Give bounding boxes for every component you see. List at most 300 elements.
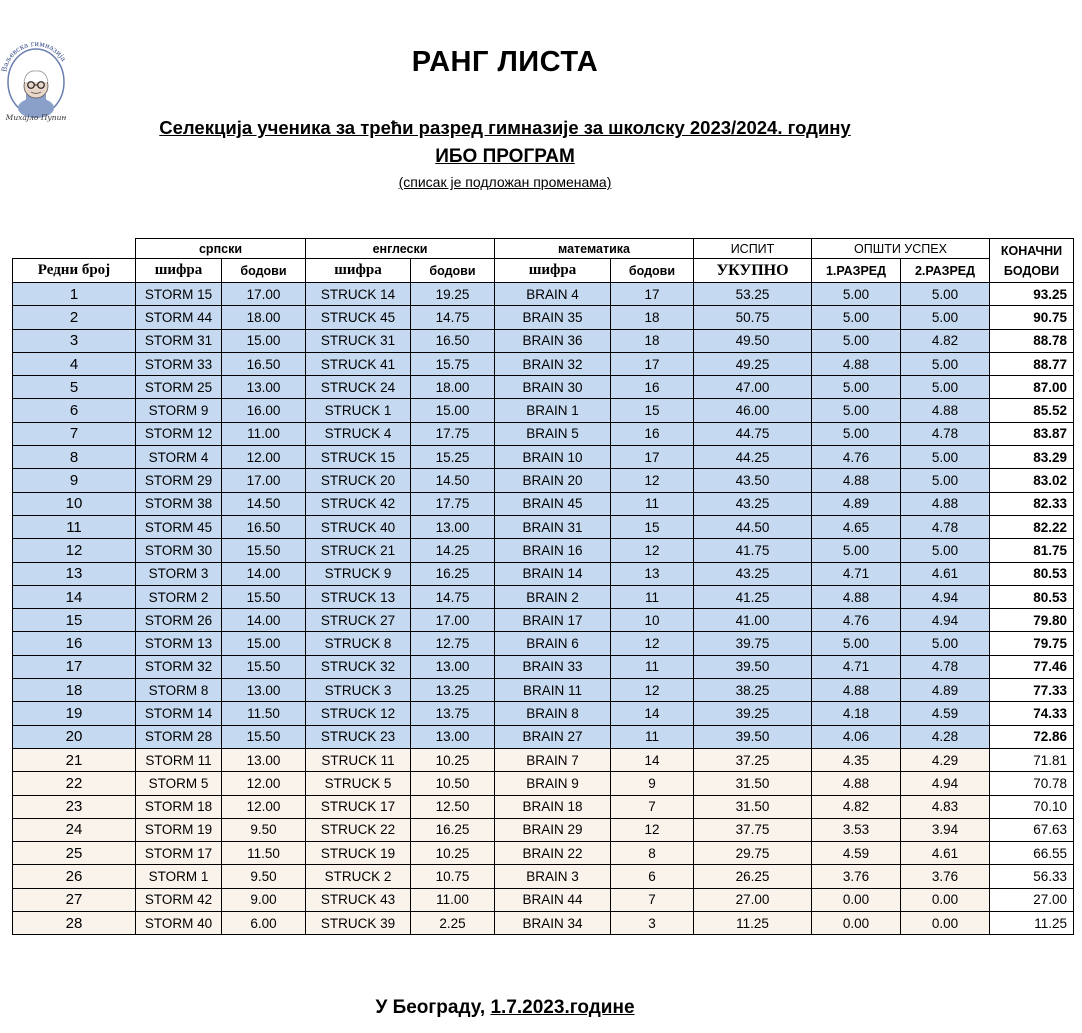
cell-serbian-points: 9.50 [222,865,306,888]
cell-math-code: BRAIN 11 [495,679,611,702]
cell-serbian-code: STORM 13 [136,632,222,655]
cell-serbian-points: 12.00 [222,446,306,469]
table-row [13,655,1074,678]
cell-rank-no: 26 [13,865,136,888]
cell-english-points: 12.75 [411,632,495,655]
cell-grade2-avg: 4.61 [901,842,990,865]
cell-serbian-points: 17.00 [222,469,306,492]
cell-math-points: 11 [611,725,694,748]
cell-grade2-avg: 4.28 [901,725,990,748]
cell-serbian-code: STORM 38 [136,492,222,515]
cell-serbian-code: STORM 40 [136,912,222,935]
cell-exam-total: 53.25 [694,283,812,306]
cell-english-points: 13.25 [411,679,495,702]
cell-english-points: 15.00 [411,399,495,422]
cell-math-points: 7 [611,795,694,818]
cell-serbian-points: 11.50 [222,702,306,725]
cell-serbian-points: 12.00 [222,795,306,818]
cell-final: 77.46 [990,655,1074,678]
cell-serbian-code: STORM 18 [136,795,222,818]
cell-rank-no: 4 [13,352,136,375]
col-math-points: бодови [611,259,694,283]
column-header-row [13,259,1074,283]
cell-english-points: 12.50 [411,795,495,818]
cell-math-code: BRAIN 7 [495,748,611,771]
cell-exam-total: 41.00 [694,609,812,632]
cell-math-points: 12 [611,818,694,841]
cell-grade1-avg: 4.82 [812,795,901,818]
cell-english-code: STRUCK 41 [306,352,411,375]
cell-rank-no: 18 [13,679,136,702]
cell-rank-no: 13 [13,562,136,585]
cell-final: 27.00 [990,888,1074,911]
cell-serbian-points: 9.00 [222,888,306,911]
cell-grade1-avg: 4.35 [812,748,901,771]
cell-grade2-avg: 5.00 [901,469,990,492]
cell-english-code: STRUCK 17 [306,795,411,818]
cell-serbian-points: 15.00 [222,329,306,352]
cell-grade2-avg: 5.00 [901,376,990,399]
cell-rank-no: 24 [13,818,136,841]
cell-english-code: STRUCK 11 [306,748,411,771]
cell-math-code: BRAIN 1 [495,399,611,422]
cell-exam-total: 44.50 [694,515,812,538]
cell-grade1-avg: 4.88 [812,352,901,375]
table-row [13,842,1074,865]
cell-english-code: STRUCK 3 [306,679,411,702]
cell-serbian-points: 9.50 [222,818,306,841]
table-row [13,446,1074,469]
cell-grade2-avg: 5.00 [901,539,990,562]
cell-english-points: 17.00 [411,609,495,632]
cell-math-code: BRAIN 22 [495,842,611,865]
cell-exam-total: 50.75 [694,306,812,329]
col-serbian-code: шифра [136,259,222,283]
cell-serbian-code: STORM 5 [136,772,222,795]
table-row [13,399,1074,422]
cell-serbian-code: STORM 33 [136,352,222,375]
cell-exam-total: 49.25 [694,352,812,375]
cell-grade2-avg: 4.78 [901,422,990,445]
col-exam-total: УКУПНО [694,259,812,283]
page-subtitle: Селекција ученика за трећи разред гимназије за школску 2023/2024. годину [159,117,851,138]
group-general-success: ОПШТИ УСПЕХ [812,239,990,259]
cell-math-code: BRAIN 45 [495,492,611,515]
cell-math-code: BRAIN 33 [495,655,611,678]
cell-serbian-code: STORM 1 [136,865,222,888]
cell-exam-total: 29.75 [694,842,812,865]
cell-math-points: 11 [611,655,694,678]
cell-grade1-avg: 5.00 [812,283,901,306]
cell-grade2-avg: 4.78 [901,515,990,538]
table-row [13,492,1074,515]
table-row [13,818,1074,841]
cell-grade1-avg: 4.89 [812,492,901,515]
cell-english-code: STRUCK 12 [306,702,411,725]
cell-rank-no: 10 [13,492,136,515]
cell-rank-no: 27 [13,888,136,911]
cell-math-points: 18 [611,306,694,329]
ranking-table [12,238,1074,935]
cell-english-code: STRUCK 21 [306,539,411,562]
cell-serbian-points: 14.00 [222,609,306,632]
cell-final: 93.25 [990,283,1074,306]
cell-english-points: 16.25 [411,562,495,585]
cell-final: 77.33 [990,679,1074,702]
cell-grade1-avg: 4.71 [812,655,901,678]
col-grade1: 1.РАЗРЕД [812,259,901,283]
cell-english-code: STRUCK 22 [306,818,411,841]
cell-english-code: STRUCK 4 [306,422,411,445]
cell-grade1-avg: 5.00 [812,422,901,445]
cell-serbian-code: STORM 29 [136,469,222,492]
cell-serbian-code: STORM 14 [136,702,222,725]
cell-math-points: 15 [611,399,694,422]
cell-final: 88.78 [990,329,1074,352]
cell-math-code: BRAIN 5 [495,422,611,445]
group-serbian: српски [136,239,306,259]
cell-grade2-avg: 5.00 [901,283,990,306]
cell-math-points: 12 [611,469,694,492]
cell-serbian-points: 15.50 [222,725,306,748]
cell-math-points: 6 [611,865,694,888]
cell-rank-no: 7 [13,422,136,445]
cell-math-points: 16 [611,422,694,445]
program-name: ИБО ПРОГРАМ [435,146,575,167]
cell-final: 82.22 [990,515,1074,538]
cell-math-code: BRAIN 9 [495,772,611,795]
cell-final: 71.81 [990,748,1074,771]
cell-grade2-avg: 4.88 [901,399,990,422]
cell-serbian-code: STORM 25 [136,376,222,399]
final-points-header [990,239,1074,283]
cell-serbian-points: 15.00 [222,632,306,655]
cell-english-code: STRUCK 31 [306,329,411,352]
cell-serbian-code: STORM 3 [136,562,222,585]
cell-exam-total: 39.50 [694,655,812,678]
cell-grade2-avg: 4.59 [901,702,990,725]
table-row [13,422,1074,445]
cell-grade1-avg: 4.71 [812,562,901,585]
table-row [13,585,1074,608]
cell-serbian-points: 16.00 [222,399,306,422]
group-english: енглески [306,239,495,259]
cell-grade1-avg: 4.88 [812,585,901,608]
cell-grade2-avg: 5.00 [901,306,990,329]
cell-math-code: BRAIN 8 [495,702,611,725]
cell-math-code: BRAIN 3 [495,865,611,888]
cell-english-code: STRUCK 43 [306,888,411,911]
col-rank: Редни број [13,259,136,283]
cell-english-points: 11.00 [411,888,495,911]
cell-english-code: STRUCK 20 [306,469,411,492]
cell-math-code: BRAIN 17 [495,609,611,632]
cell-final: 70.10 [990,795,1074,818]
cell-final: 83.87 [990,422,1074,445]
cell-serbian-points: 13.00 [222,679,306,702]
cell-math-points: 12 [611,679,694,702]
cell-math-points: 16 [611,376,694,399]
cell-math-code: BRAIN 16 [495,539,611,562]
table-row [13,515,1074,538]
logo-arc-text: Ваљевска гимназија [0,39,68,73]
col-grade2: 2.РАЗРЕД [901,259,990,283]
footer-prefix: У Београду, [375,997,491,1018]
cell-math-code: BRAIN 36 [495,329,611,352]
cell-serbian-points: 17.00 [222,283,306,306]
cell-math-code: BRAIN 32 [495,352,611,375]
cell-math-code: BRAIN 27 [495,725,611,748]
cell-grade1-avg: 5.00 [812,539,901,562]
table-row [13,795,1074,818]
cell-math-points: 11 [611,585,694,608]
table-row [13,376,1074,399]
cell-grade2-avg: 4.94 [901,585,990,608]
cell-english-code: STRUCK 14 [306,283,411,306]
cell-math-code: BRAIN 14 [495,562,611,585]
cell-english-code: STRUCK 9 [306,562,411,585]
cell-exam-total: 39.25 [694,702,812,725]
cell-serbian-code: STORM 30 [136,539,222,562]
cell-math-points: 11 [611,492,694,515]
col-english-code: шифра [306,259,411,283]
cell-english-points: 15.25 [411,446,495,469]
cell-exam-total: 46.00 [694,399,812,422]
cell-english-code: STRUCK 23 [306,725,411,748]
cell-rank-no: 5 [13,376,136,399]
cell-math-points: 17 [611,283,694,306]
col-serbian-points: бодови [222,259,306,283]
cell-exam-total: 43.25 [694,492,812,515]
cell-english-points: 14.75 [411,306,495,329]
cell-final: 67.63 [990,818,1074,841]
cell-grade1-avg: 5.00 [812,632,901,655]
cell-serbian-points: 11.00 [222,422,306,445]
table-row [13,562,1074,585]
cell-serbian-code: STORM 45 [136,515,222,538]
cell-grade2-avg: 4.89 [901,679,990,702]
cell-grade1-avg: 5.00 [812,306,901,329]
cell-english-points: 17.75 [411,492,495,515]
cell-serbian-code: STORM 9 [136,399,222,422]
table-row [13,539,1074,562]
cell-grade2-avg: 4.61 [901,562,990,585]
cell-serbian-points: 6.00 [222,912,306,935]
cell-grade1-avg: 0.00 [812,912,901,935]
cell-math-points: 9 [611,772,694,795]
header-empty-cell [13,239,136,259]
cell-grade2-avg: 5.00 [901,632,990,655]
cell-english-points: 2.25 [411,912,495,935]
cell-english-code: STRUCK 8 [306,632,411,655]
cell-math-code: BRAIN 18 [495,795,611,818]
cell-math-code: BRAIN 2 [495,585,611,608]
table-row [13,865,1074,888]
cell-rank-no: 28 [13,912,136,935]
cell-rank-no: 9 [13,469,136,492]
cell-exam-total: 37.75 [694,818,812,841]
cell-english-code: STRUCK 5 [306,772,411,795]
cell-english-points: 10.50 [411,772,495,795]
cell-english-points: 13.00 [411,725,495,748]
cell-final: 85.52 [990,399,1074,422]
cell-serbian-code: STORM 11 [136,748,222,771]
cell-exam-total: 43.25 [694,562,812,585]
cell-english-points: 14.75 [411,585,495,608]
cell-serbian-code: STORM 42 [136,888,222,911]
cell-exam-total: 44.75 [694,422,812,445]
cell-serbian-code: STORM 31 [136,329,222,352]
disclaimer-note: (списак је подложан променама) [398,174,612,190]
cell-serbian-points: 16.50 [222,352,306,375]
cell-exam-total: 31.50 [694,795,812,818]
table-row [13,352,1074,375]
cell-final: 80.53 [990,585,1074,608]
cell-rank-no: 6 [13,399,136,422]
cell-english-code: STRUCK 45 [306,306,411,329]
cell-serbian-points: 15.50 [222,655,306,678]
table-row [13,632,1074,655]
cell-english-code: STRUCK 19 [306,842,411,865]
cell-math-code: BRAIN 31 [495,515,611,538]
cell-math-code: BRAIN 35 [495,306,611,329]
cell-serbian-points: 11.50 [222,842,306,865]
cell-exam-total: 31.50 [694,772,812,795]
page-title: РАНГ ЛИСТА [411,46,599,78]
cell-serbian-code: STORM 26 [136,609,222,632]
cell-english-points: 10.75 [411,865,495,888]
cell-exam-total: 44.25 [694,446,812,469]
cell-final: 66.55 [990,842,1074,865]
cell-final: 87.00 [990,376,1074,399]
cell-rank-no: 2 [13,306,136,329]
group-math: математика [495,239,694,259]
cell-exam-total: 49.50 [694,329,812,352]
cell-final: 90.75 [990,306,1074,329]
cell-english-points: 18.00 [411,376,495,399]
cell-grade1-avg: 5.00 [812,399,901,422]
cell-serbian-points: 14.00 [222,562,306,585]
cell-grade2-avg: 4.94 [901,772,990,795]
cell-math-code: BRAIN 34 [495,912,611,935]
cell-grade1-avg: 4.88 [812,679,901,702]
table-row [13,283,1074,306]
cell-serbian-points: 14.50 [222,492,306,515]
cell-rank-no: 17 [13,655,136,678]
cell-rank-no: 15 [13,609,136,632]
table-row [13,888,1074,911]
cell-serbian-code: STORM 44 [136,306,222,329]
cell-exam-total: 39.50 [694,725,812,748]
cell-serbian-points: 15.50 [222,585,306,608]
group-exam: ИСПИТ [694,239,812,259]
cell-grade1-avg: 0.00 [812,888,901,911]
cell-math-points: 17 [611,352,694,375]
table-row [13,748,1074,771]
cell-rank-no: 20 [13,725,136,748]
cell-final: 80.53 [990,562,1074,585]
cell-exam-total: 38.25 [694,679,812,702]
cell-english-points: 14.25 [411,539,495,562]
cell-rank-no: 1 [13,283,136,306]
cell-english-points: 16.25 [411,818,495,841]
cell-grade1-avg: 4.76 [812,446,901,469]
cell-english-code: STRUCK 15 [306,446,411,469]
final-header-line2: БОДОВИ [1003,263,1060,278]
cell-final: 79.80 [990,609,1074,632]
cell-final: 83.02 [990,469,1074,492]
cell-english-points: 13.00 [411,655,495,678]
cell-exam-total: 41.75 [694,539,812,562]
cell-english-points: 10.25 [411,748,495,771]
cell-rank-no: 16 [13,632,136,655]
cell-rank-no: 21 [13,748,136,771]
cell-final: 72.86 [990,725,1074,748]
cell-serbian-points: 13.00 [222,748,306,771]
cell-serbian-code: STORM 17 [136,842,222,865]
cell-grade2-avg: 3.94 [901,818,990,841]
cell-english-code: STRUCK 42 [306,492,411,515]
cell-english-code: STRUCK 27 [306,609,411,632]
cell-math-code: BRAIN 44 [495,888,611,911]
cell-grade2-avg: 4.78 [901,655,990,678]
cell-exam-total: 41.25 [694,585,812,608]
cell-math-code: BRAIN 30 [495,376,611,399]
cell-grade1-avg: 4.59 [812,842,901,865]
cell-grade1-avg: 4.88 [812,469,901,492]
cell-grade2-avg: 0.00 [901,912,990,935]
cell-math-points: 12 [611,632,694,655]
cell-rank-no: 8 [13,446,136,469]
table-row [13,702,1074,725]
cell-grade2-avg: 4.82 [901,329,990,352]
cell-serbian-code: STORM 15 [136,283,222,306]
cell-serbian-code: STORM 2 [136,585,222,608]
table-row [13,306,1074,329]
ranking-table-body [13,283,1074,935]
cell-serbian-code: STORM 12 [136,422,222,445]
cell-english-code: STRUCK 32 [306,655,411,678]
cell-english-points: 14.50 [411,469,495,492]
cell-grade2-avg: 4.88 [901,492,990,515]
cell-math-code: BRAIN 29 [495,818,611,841]
cell-final: 82.33 [990,492,1074,515]
cell-serbian-code: STORM 28 [136,725,222,748]
cell-english-code: STRUCK 40 [306,515,411,538]
cell-grade1-avg: 4.76 [812,609,901,632]
cell-exam-total: 47.00 [694,376,812,399]
cell-english-points: 13.75 [411,702,495,725]
col-english-points: бодови [411,259,495,283]
cell-math-points: 12 [611,539,694,562]
cell-exam-total: 27.00 [694,888,812,911]
cell-english-code: STRUCK 24 [306,376,411,399]
cell-english-points: 16.50 [411,329,495,352]
table-row [13,469,1074,492]
table-row [13,912,1074,935]
footer-date: 1.7.2023.године [490,997,635,1018]
cell-grade2-avg: 5.00 [901,446,990,469]
cell-serbian-code: STORM 8 [136,679,222,702]
cell-math-code: BRAIN 4 [495,283,611,306]
cell-grade2-avg: 3.76 [901,865,990,888]
logo-signature: Михајло Пупин [5,113,67,122]
cell-serbian-points: 16.50 [222,515,306,538]
cell-rank-no: 23 [13,795,136,818]
cell-serbian-points: 13.00 [222,376,306,399]
cell-math-points: 10 [611,609,694,632]
cell-math-points: 3 [611,912,694,935]
